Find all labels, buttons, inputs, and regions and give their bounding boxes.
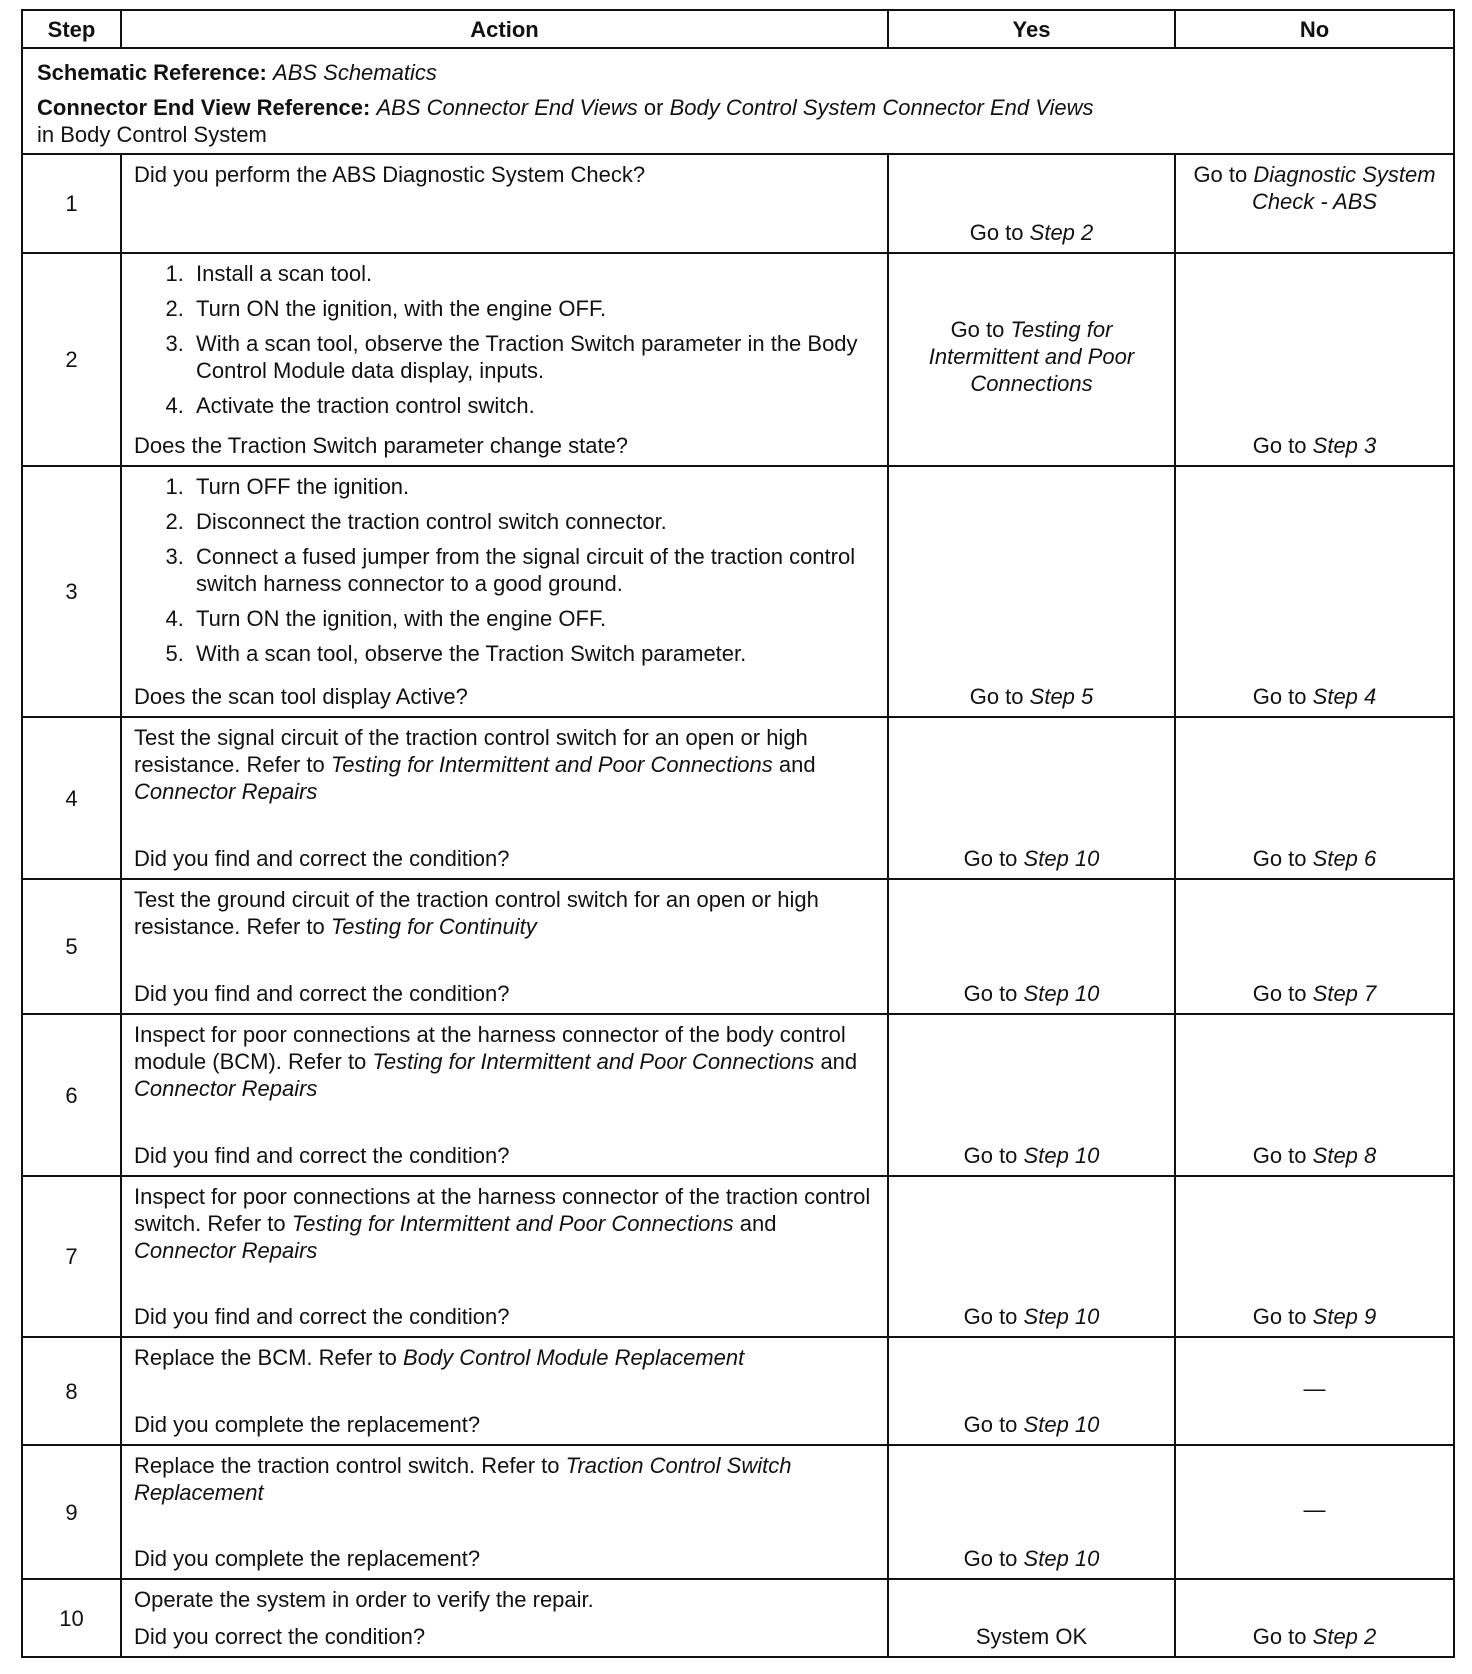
action-cell bbox=[121, 1176, 888, 1337]
table-row bbox=[22, 466, 1454, 717]
go-to-text: Go to bbox=[1193, 162, 1248, 187]
connector-label: Connector End View Reference: bbox=[37, 94, 371, 120]
no-link[interactable]: Step 3 bbox=[1312, 433, 1377, 458]
header-step: Step bbox=[22, 10, 121, 48]
table-row bbox=[22, 717, 1454, 879]
reference-cell bbox=[22, 48, 1454, 154]
instruction-text: Inspect for poor connections at the harness connector of the traction control switch. Refer to bbox=[134, 1184, 871, 1236]
list-item: 3. With a scan tool, observe the Traction Switch parameter in the Body Control Module data display, inputs. bbox=[190, 330, 875, 384]
yes-link[interactable]: Step 10 bbox=[1023, 1304, 1100, 1329]
no-cell bbox=[1175, 1445, 1454, 1579]
list-item: 2. Disconnect the traction control switch connector. bbox=[190, 508, 875, 535]
step-number: 3 bbox=[22, 466, 121, 717]
action-content bbox=[134, 724, 875, 872]
action-content bbox=[134, 260, 875, 459]
reference-link[interactable]: Testing for Intermittent and Poor Connections bbox=[291, 1211, 734, 1236]
yes-link[interactable]: Step 10 bbox=[1023, 846, 1100, 871]
question-text: Did you find and correct the condition? bbox=[134, 1304, 510, 1329]
table-row bbox=[22, 1176, 1454, 1337]
go-to-text: Go to bbox=[1252, 1143, 1307, 1168]
and-text: and bbox=[820, 1049, 858, 1074]
go-to-text: Go to bbox=[963, 1304, 1018, 1329]
no-cell bbox=[1175, 717, 1454, 879]
question-text: Did you complete the replacement? bbox=[134, 1412, 481, 1437]
no-result: — bbox=[1303, 1375, 1326, 1401]
table-row bbox=[22, 154, 1454, 253]
schematic-link[interactable]: ABS Schematics bbox=[273, 59, 437, 85]
reference-link[interactable]: Connector Repairs bbox=[134, 779, 318, 804]
reference-link[interactable]: Body Control Module Replacement bbox=[403, 1345, 745, 1370]
go-to-text: Go to bbox=[1252, 1304, 1307, 1329]
list-item: 4. Turn ON the ignition, with the engine OFF. bbox=[190, 605, 875, 632]
no-result: — bbox=[1303, 1496, 1326, 1522]
table-row bbox=[22, 1445, 1454, 1579]
table-row bbox=[22, 1337, 1454, 1445]
action-text bbox=[134, 724, 875, 805]
action-text bbox=[134, 1344, 875, 1371]
step-number: 8 bbox=[22, 1337, 121, 1445]
no-cell bbox=[1175, 1337, 1454, 1445]
action-content bbox=[134, 1021, 875, 1169]
yes-link[interactable]: Step 10 bbox=[1023, 1412, 1100, 1437]
no-link[interactable]: Step 7 bbox=[1312, 981, 1377, 1006]
instruction-text: Test the ground circuit of the traction control switch for an open or high resistance. Refer to bbox=[134, 887, 819, 939]
action-content bbox=[134, 161, 875, 246]
action-cell bbox=[121, 1579, 888, 1657]
action-content bbox=[134, 886, 875, 1007]
yes-link[interactable]: Step 5 bbox=[1029, 684, 1094, 709]
diagnostic-table bbox=[21, 9, 1455, 1658]
yes-cell bbox=[888, 253, 1175, 466]
step-number: 10 bbox=[22, 1579, 121, 1657]
step-number: 2 bbox=[22, 253, 121, 466]
yes-cell bbox=[888, 466, 1175, 717]
step-number: 5 bbox=[22, 879, 121, 1014]
step-number: 4 bbox=[22, 717, 121, 879]
action-content bbox=[134, 1586, 875, 1650]
step-list bbox=[134, 260, 875, 419]
no-link[interactable]: Step 4 bbox=[1312, 684, 1377, 709]
no-link[interactable]: Step 2 bbox=[1312, 1624, 1377, 1649]
go-to-text: Go to bbox=[1252, 981, 1307, 1006]
action-content bbox=[134, 1452, 875, 1572]
yes-cell bbox=[888, 717, 1175, 879]
instruction-text: Test the signal circuit of the traction control switch for an open or high resistance. Refer to bbox=[134, 725, 808, 777]
no-link[interactable]: Diagnostic System Check - ABS bbox=[1251, 162, 1436, 214]
no-cell bbox=[1175, 253, 1454, 466]
reference-link[interactable]: Connector Repairs bbox=[134, 1076, 318, 1101]
action-content bbox=[134, 1183, 875, 1330]
table-row bbox=[22, 1014, 1454, 1176]
action-cell bbox=[121, 1445, 888, 1579]
step-number: 9 bbox=[22, 1445, 121, 1579]
yes-result: System OK bbox=[975, 1624, 1088, 1649]
reference-link[interactable]: Testing for Continuity bbox=[330, 914, 537, 939]
yes-cell bbox=[888, 154, 1175, 253]
reference-row bbox=[22, 48, 1454, 154]
question-text: Did you complete the replacement? bbox=[134, 1546, 481, 1571]
reference-link[interactable]: Testing for Intermittent and Poor Connections bbox=[330, 752, 773, 777]
go-to-text: Go to bbox=[950, 317, 1005, 342]
yes-cell bbox=[888, 1014, 1175, 1176]
action-content bbox=[134, 1344, 875, 1438]
action-text bbox=[134, 161, 875, 188]
no-link[interactable]: Step 6 bbox=[1312, 846, 1377, 871]
no-cell bbox=[1175, 466, 1454, 717]
or-text: or bbox=[643, 94, 664, 120]
action-cell bbox=[121, 154, 888, 253]
go-to-text: Go to bbox=[1252, 433, 1307, 458]
go-to-text: Go to bbox=[1252, 684, 1307, 709]
yes-link[interactable]: Step 2 bbox=[1029, 220, 1094, 245]
list-item: 1. Install a scan tool. bbox=[190, 260, 875, 287]
no-cell bbox=[1175, 1176, 1454, 1337]
yes-cell bbox=[888, 879, 1175, 1014]
action-cell bbox=[121, 1014, 888, 1176]
no-link[interactable]: Step 8 bbox=[1312, 1143, 1377, 1168]
yes-link[interactable]: Step 10 bbox=[1023, 981, 1100, 1006]
action-cell bbox=[121, 879, 888, 1014]
and-text: and bbox=[778, 752, 816, 777]
connector-link-body[interactable]: Body Control System Connector End Views bbox=[669, 94, 1094, 120]
instruction-text: Replace the traction control switch. Refer to bbox=[134, 1453, 560, 1478]
question-text: Did you correct the condition? bbox=[134, 1624, 426, 1649]
action-text bbox=[134, 1452, 875, 1506]
question-text: Does the Traction Switch parameter change state? bbox=[134, 433, 629, 458]
action-cell bbox=[121, 717, 888, 879]
go-to-text: Go to bbox=[963, 981, 1018, 1006]
header-no: No bbox=[1175, 10, 1454, 48]
go-to-text: Go to bbox=[1252, 846, 1307, 871]
action-content bbox=[134, 473, 875, 710]
reference-link[interactable]: Connector Repairs bbox=[134, 1238, 318, 1263]
go-to-text: Go to bbox=[963, 1546, 1018, 1571]
question-text: Did you perform the ABS Diagnostic System Check? bbox=[134, 162, 646, 187]
question-text: Did you find and correct the condition? bbox=[134, 981, 510, 1006]
list-item: 3. Connect a fused jumper from the signal circuit of the traction control switch harness connector to a good ground. bbox=[190, 543, 875, 597]
question-text: Did you find and correct the condition? bbox=[134, 1143, 510, 1168]
yes-link[interactable]: Testing for Intermittent and Poor Connections bbox=[928, 317, 1135, 396]
yes-cell bbox=[888, 1337, 1175, 1445]
action-text bbox=[134, 473, 875, 675]
action-cell bbox=[121, 1337, 888, 1445]
connector-tail: in Body Control System bbox=[37, 121, 267, 147]
instruction-text: Replace the BCM. Refer to bbox=[134, 1345, 397, 1370]
action-text bbox=[134, 886, 875, 940]
step-number: 1 bbox=[22, 154, 121, 253]
step-list bbox=[134, 473, 875, 667]
yes-link[interactable]: Step 10 bbox=[1023, 1143, 1100, 1168]
table-row bbox=[22, 253, 1454, 466]
connector-link-abs[interactable]: ABS Connector End Views bbox=[376, 94, 638, 120]
yes-cell bbox=[888, 1579, 1175, 1657]
yes-cell bbox=[888, 1176, 1175, 1337]
list-item: 5. With a scan tool, observe the Traction Switch parameter. bbox=[190, 640, 875, 667]
no-cell bbox=[1175, 1579, 1454, 1657]
go-to-text: Go to bbox=[963, 1412, 1018, 1437]
reference-link[interactable]: Traction Control Switch Replacement bbox=[134, 1453, 792, 1505]
go-to-text: Go to bbox=[963, 846, 1018, 871]
go-to-text: Go to bbox=[1252, 1624, 1307, 1649]
instruction-text: Operate the system in order to verify the repair. bbox=[134, 1587, 594, 1612]
go-to-text: Go to bbox=[969, 684, 1024, 709]
list-item: 4. Activate the traction control switch. bbox=[190, 392, 875, 419]
table-row bbox=[22, 1579, 1454, 1657]
list-item: 1. Turn OFF the ignition. bbox=[190, 473, 875, 500]
question-text: Does the scan tool display Active? bbox=[134, 684, 468, 709]
table-row bbox=[22, 879, 1454, 1014]
header-action: Action bbox=[121, 10, 888, 48]
step-number: 6 bbox=[22, 1014, 121, 1176]
yes-cell bbox=[888, 1445, 1175, 1579]
go-to-text: Go to bbox=[969, 220, 1024, 245]
question-text: Did you find and correct the condition? bbox=[134, 846, 510, 871]
yes-link[interactable]: Step 10 bbox=[1023, 1546, 1100, 1571]
no-cell bbox=[1175, 154, 1454, 253]
instruction-text: Inspect for poor connections at the harness connector of the body control module (BCM). Refer to bbox=[134, 1022, 846, 1074]
no-cell bbox=[1175, 1014, 1454, 1176]
action-text bbox=[134, 260, 875, 427]
and-text: and bbox=[739, 1211, 777, 1236]
action-text bbox=[134, 1586, 875, 1613]
action-cell bbox=[121, 253, 888, 466]
action-text bbox=[134, 1183, 875, 1264]
action-text bbox=[134, 1021, 875, 1102]
reference-link[interactable]: Testing for Intermittent and Poor Connections bbox=[372, 1049, 815, 1074]
no-link[interactable]: Step 9 bbox=[1312, 1304, 1377, 1329]
header-yes: Yes bbox=[888, 10, 1175, 48]
go-to-text: Go to bbox=[963, 1143, 1018, 1168]
step-number: 7 bbox=[22, 1176, 121, 1337]
action-cell bbox=[121, 466, 888, 717]
no-cell bbox=[1175, 879, 1454, 1014]
header-row bbox=[22, 10, 1454, 48]
list-item: 2. Turn ON the ignition, with the engine OFF. bbox=[190, 295, 875, 322]
schematic-label: Schematic Reference: bbox=[37, 59, 267, 85]
